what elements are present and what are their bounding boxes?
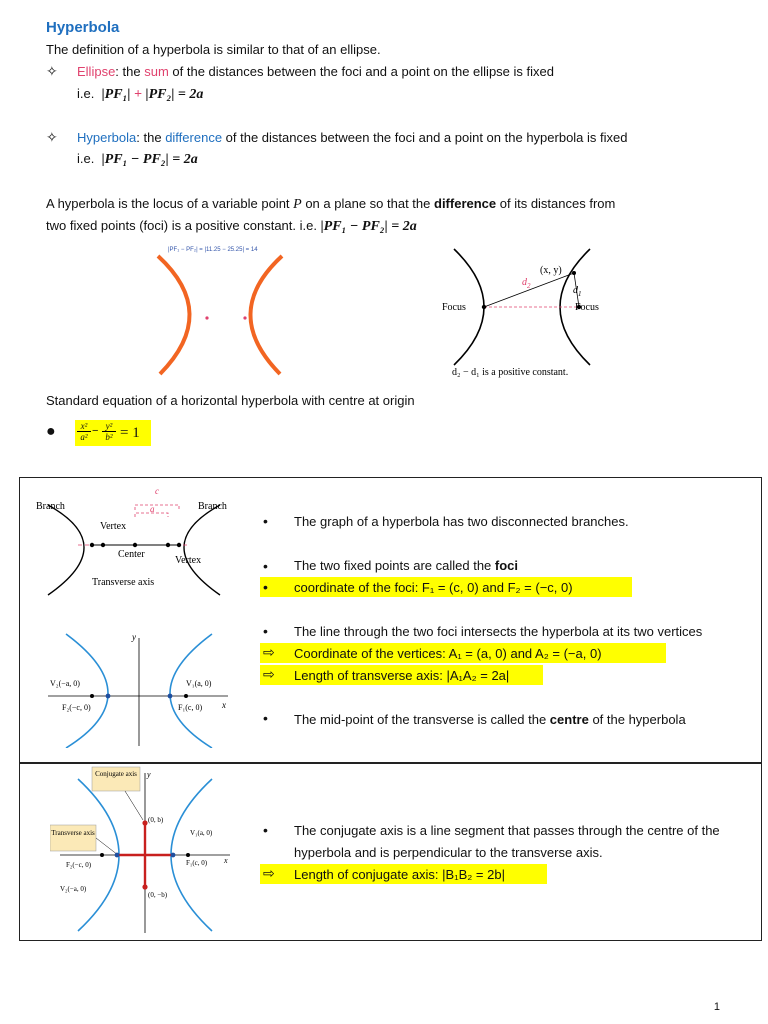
point-dot (572, 271, 576, 275)
b1-dot (142, 820, 147, 825)
focus-distance-figure (440, 243, 620, 383)
v1-label: V₁(a, 0) (186, 679, 212, 688)
foci-text: The two fixed points are called the foci (294, 558, 519, 573)
center-dot (133, 543, 137, 547)
vertex-dot (166, 543, 170, 547)
hyperbola-definition: Hyperbola: the difference of the distances between the foci and a point on the hyperbola is fixed (77, 130, 628, 145)
a-label: a (150, 504, 155, 514)
vertex-right-label: Vertex (175, 555, 202, 566)
vertices-foci-graph (40, 628, 240, 748)
page-number: 1 (713, 1001, 720, 1013)
left-branch (158, 256, 190, 374)
arrow-icon: ⇨ (263, 644, 275, 660)
bullet-icon: • (263, 822, 268, 838)
left-branch (66, 634, 108, 748)
bullet-icon: ● (46, 423, 56, 440)
bullet-icon: • (263, 513, 268, 529)
branch-left-label: Branch (36, 501, 65, 512)
callout-pointer (125, 791, 143, 820)
transverse-axis-label: Transverse axis (92, 577, 155, 588)
b-bottom-label: (0, −b) (148, 891, 168, 899)
c-bracket (135, 505, 179, 510)
branch-vertex-figure (30, 485, 250, 605)
foci-coordinate-text: coordinate of the foci: F₁ = (c, 0) and F₂ = (−c, 0) (294, 580, 573, 595)
focus-dot (90, 543, 94, 547)
standard-equation: x² a² − y² b² = 1 (75, 420, 151, 446)
intro-text: The definition of a hyperbola is similar to that of an ellipse. (46, 42, 381, 57)
conjugate-axis-label: Conjugate axis (95, 770, 137, 778)
b-top-label: (0, b) (148, 816, 164, 824)
focus-dot (100, 853, 104, 857)
f2-label: F₂(−c, 0) (66, 861, 92, 869)
right-branch (170, 634, 212, 748)
focus-dot (177, 543, 181, 547)
ellipse-equation: i.e. |PF₁| + |PF₂| = 2a (77, 86, 204, 102)
conjugate-text-2: hyperbola and is perpendicular to the transverse axis. (294, 845, 603, 860)
d2-label: $d_2$ (522, 277, 531, 290)
figure-caption: |PF₁ − PF₂| = |11.25 − 25.25| = 14 (168, 247, 258, 253)
vertex-dot (101, 543, 105, 547)
right-branch (250, 256, 282, 374)
hyperbola-equation: i.e. |PF₁ − PF₂| = 2a (77, 151, 198, 167)
conjugate-axis-graph (50, 765, 240, 935)
conjugate-length-text: Length of conjugate axis: |B₁B₂ = 2b| (294, 867, 505, 882)
center-label: Center (118, 549, 145, 560)
standard-equation-text: Standard equation of a horizontal hyperbola with centre at origin (46, 393, 415, 408)
arrow-icon: ⇨ (263, 865, 275, 881)
vertex-dot (106, 694, 111, 699)
locus-line-1: A hyperbola is the locus of a variable point P on a plane so that the difference of its distances from (46, 196, 616, 212)
star-bullet-icon: ✧ (46, 129, 58, 145)
left-branch (48, 505, 84, 595)
f1-label: F₁(c, 0) (178, 703, 203, 712)
d1-label: $d_1$ (573, 285, 582, 298)
f1-label: F₁(c, 0) (186, 859, 208, 867)
vertex-left-label: Vertex (100, 521, 127, 532)
right-branch (184, 505, 220, 595)
v2-label: V₂(−a, 0) (50, 679, 80, 688)
c-label: c (155, 486, 159, 496)
callout-pointer (96, 838, 118, 855)
y-axis-label: y (147, 770, 151, 779)
ellipse-definition: Ellipse: the sum of the distances between the foci and a point on the ellipse is fixed (77, 64, 554, 79)
arrow-icon: ⇨ (263, 666, 275, 682)
page-title: Hyperbola (46, 19, 120, 36)
centre-text: The mid-point of the transverse is called the centre of the hyperbola (294, 712, 686, 727)
focus-left-label: Focus (442, 302, 466, 313)
bullet-icon: • (263, 710, 268, 726)
conjugate-text-1: The conjugate axis is a line segment that passes through the centre of the (294, 823, 720, 838)
focus-dot (205, 316, 208, 319)
x-axis-label: x (224, 856, 228, 865)
star-bullet-icon: ✧ (46, 63, 58, 79)
branch-right-label: Branch (198, 501, 227, 512)
branches-text: The graph of a hyperbola has two disconnected branches. (294, 514, 629, 529)
transverse-length-text: Length of transverse axis: |A₁A₂ = 2a| (294, 668, 510, 683)
vertex-dot (168, 694, 173, 699)
focus-right-label: Focus (575, 302, 599, 313)
vertices-text: The line through the two foci intersects the hyperbola at its two vertices (294, 624, 703, 639)
y-axis-label: y (132, 632, 136, 642)
figure-caption: d₂ − d₁ is a positive constant. (452, 367, 569, 378)
focus-dot (186, 853, 190, 857)
point-label: (x, y) (540, 265, 562, 276)
b2-dot (142, 884, 147, 889)
v1-label: V₁(a, 0) (190, 829, 213, 837)
locus-line-2: two fixed points (foci) is a positive constant. i.e. |PF₁ − PF₂| = 2a (46, 218, 417, 234)
vertex-dot (171, 853, 176, 858)
bullet-icon: • (263, 558, 268, 574)
bullet-icon: • (263, 579, 268, 595)
transverse-axis-label: Transverse axis (51, 829, 95, 837)
x-axis-label: x (222, 700, 226, 710)
focus-dot (184, 694, 188, 698)
f2-label: F₂(−c, 0) (62, 703, 91, 712)
vertices-coordinate-text: Coordinate of the vertices: A₁ = (a, 0) and A₂ = (−a, 0) (294, 646, 602, 661)
focus-dot (482, 305, 486, 309)
focus-dot (243, 316, 246, 319)
vertex-dot (115, 853, 120, 858)
focus-dot (90, 694, 94, 698)
bullet-icon: • (263, 623, 268, 639)
orange-hyperbola-figure (150, 238, 300, 378)
v2-label: V₂(−a, 0) (60, 885, 87, 893)
